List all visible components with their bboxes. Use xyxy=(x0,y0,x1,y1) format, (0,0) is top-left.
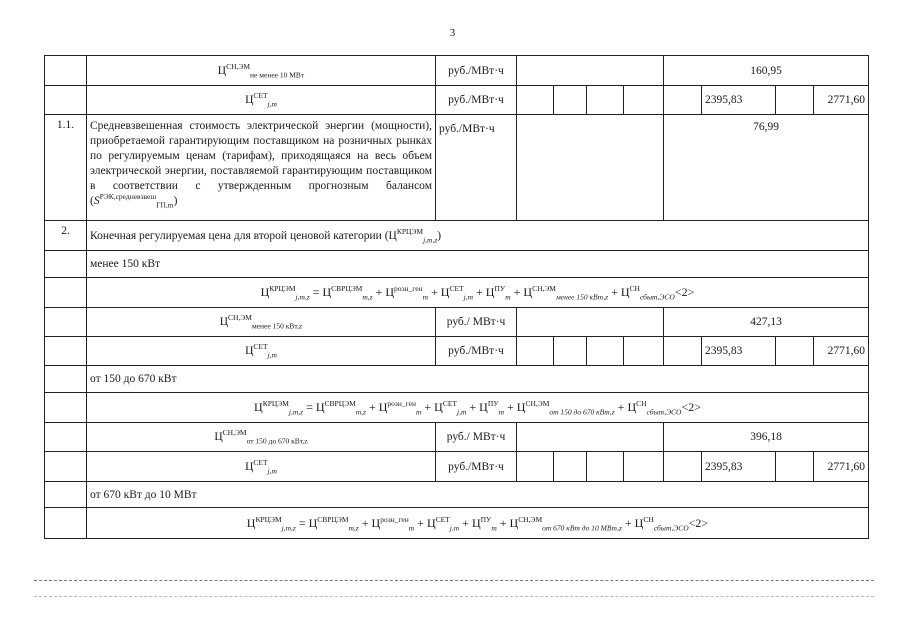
formula-term: $Ц^{СВРЦЭМ}_{m,z}$ xyxy=(322,284,373,302)
formula-operator: + xyxy=(621,515,635,530)
formula-operator: + xyxy=(459,515,472,530)
formula-operator: + xyxy=(372,285,386,299)
formula-term: $Ц^{КРЦЭМ}_{j,m,z}$ xyxy=(260,284,310,302)
formula-operator: + xyxy=(414,515,427,530)
unit-cell: руб./МВт·ч xyxy=(436,115,517,221)
value-cell: 160,95 xyxy=(664,56,869,86)
value-cell: 76,99 xyxy=(664,115,869,221)
formula-term: $Ц^{КРЦЭМ}_{j,m,z}$ xyxy=(246,514,296,532)
formula-operator: + xyxy=(473,285,486,299)
subsection-title: от 670 кВт до 10 МВт xyxy=(87,482,869,508)
unit-cell: руб./ МВт·ч xyxy=(436,423,517,452)
row-label: $Ц^{СЕТ}_{j,m}$ xyxy=(87,337,436,366)
page-edge-line xyxy=(34,596,874,598)
unit-cell: руб./МВт·ч xyxy=(436,452,517,482)
value-cell: 2771,60 xyxy=(814,86,869,115)
formula-operator: + xyxy=(428,285,441,299)
value-cell: 396,18 xyxy=(664,423,869,452)
formula-term: $Ц^{КРЦЭМ}_{j,m,z}$ xyxy=(254,399,304,417)
row-label: $Ц^{СН,ЭМ}_{не менее 10 МВт}$ xyxy=(87,56,436,86)
formula-operator: + xyxy=(504,400,517,414)
formula-term: $Ц^{розн\_ген}_m$ xyxy=(385,284,428,302)
value-cell: 427,13 xyxy=(664,308,869,337)
value-cell xyxy=(517,56,664,86)
formula-term: $Ц^{розн\_ген}_m$ xyxy=(371,514,415,532)
table-row xyxy=(45,115,869,221)
page-number: 3 xyxy=(449,27,456,39)
formula-term: $Ц^{СВРЦЭМ}_{m,z}$ xyxy=(315,399,366,417)
table-row xyxy=(45,482,869,508)
formula-term: $Ц^{СЕТ}_{j,m}$ xyxy=(426,514,460,532)
row-description: Средневзвешенная стоимость электрической энергии (мощности), приобретаемой гарантирующим поставщиком на розничных рынках по регулируемым ценам (тарифам), приходящаяся на весь объем электрической энергии, поставляемой гарантирующим поставщиком в соответствии с утвержденным прогнозным балансом $(S^{РЭК,средневзвеш}_{ГП,m})$ xyxy=(87,115,436,221)
row-number-cell xyxy=(45,86,87,115)
formula-term: $Ц^{ПУ}_m$ xyxy=(479,399,504,417)
value-cell: 2771,60 xyxy=(814,337,869,366)
formula-term: $Ц^{ПУ}_m$ xyxy=(485,284,511,302)
formula-operator: <2> xyxy=(681,400,701,414)
formula-term: $Ц^{СЕТ}_{j,m}$ xyxy=(434,399,467,417)
formula xyxy=(87,393,869,423)
unit-cell: руб./МВт·ч xyxy=(436,56,517,86)
row-number-cell xyxy=(45,56,87,86)
formula-term: $Ц^{СН}_{сбыт,ЭСО}$ xyxy=(620,284,675,302)
value-cell: 2395,83 xyxy=(702,452,776,482)
table-row xyxy=(45,56,869,86)
unit-cell: руб./МВт·ч xyxy=(436,86,517,115)
table-row xyxy=(45,251,869,278)
tariff-table xyxy=(44,55,869,539)
table-row xyxy=(45,308,869,337)
formula-operator: + xyxy=(614,400,628,414)
formula-operator: <2> xyxy=(688,515,709,530)
row-label: $Ц^{СЕТ}_{j,m}$ xyxy=(87,452,436,482)
formula-term: $Ц^{СВРЦЭМ}_{m,z}$ xyxy=(308,514,359,532)
table-row xyxy=(45,337,869,366)
formula-operator: + xyxy=(496,515,510,530)
formula xyxy=(87,278,869,308)
row-label: $Ц^{СЕТ}_{j,m}$ xyxy=(87,86,436,115)
formula-operator: + xyxy=(466,400,480,414)
formula-term: $Ц^{СЕТ}_{j,m}$ xyxy=(440,284,473,302)
row-label: $Ц^{СН,ЭМ}_{менее 150 кВт,z}$ xyxy=(87,308,436,337)
formula-term: $Ц^{ПУ}_m$ xyxy=(471,514,497,532)
value-cell: 2771,60 xyxy=(814,452,869,482)
subsection-title: от 150 до 670 кВт xyxy=(87,366,869,393)
table-row xyxy=(45,508,869,539)
formula-term: $Ц^{СН}_{сбыт,ЭСО}$ xyxy=(634,514,689,532)
formula xyxy=(87,508,869,539)
table-row xyxy=(45,221,869,251)
formula-operator: <2> xyxy=(674,285,695,299)
formula-operator: + xyxy=(510,285,524,299)
value-cell: 2395,83 xyxy=(702,86,776,115)
formula-term: $Ц^{розн\_ген}_m$ xyxy=(378,399,422,417)
table-row xyxy=(45,278,869,308)
page-edge-line xyxy=(34,580,874,582)
formula-operator: = xyxy=(309,285,323,299)
table-row xyxy=(45,366,869,393)
formula-operator: + xyxy=(358,515,372,530)
formula-term: $Ц^{СН,ЭМ}_{менее 150 кВт,z}$ xyxy=(523,284,609,302)
table-row xyxy=(45,452,869,482)
section-title: Конечная регулируемая цена для второй ценовой категории $(Ц^{КРЦЭМ}_{j,m,z})$ xyxy=(87,221,869,251)
unit-cell: руб./ МВт·ч xyxy=(436,308,517,337)
value-cell: 2395,83 xyxy=(702,337,776,366)
unit-cell: руб./МВт·ч xyxy=(436,337,517,366)
formula-operator: + xyxy=(421,400,435,414)
formula-operator: = xyxy=(303,400,316,414)
formula-term: $Ц^{СН}_{сбыт,ЭСО}$ xyxy=(627,399,682,417)
formula-term: $Ц^{СН,ЭМ}_{от 670 кВт до 10 МВт,z}$ xyxy=(509,514,622,532)
table-row xyxy=(45,393,869,423)
formula-operator: + xyxy=(365,400,379,414)
row-number: 2. xyxy=(45,221,87,251)
row-number: 1.1. xyxy=(45,115,87,221)
row-label: $Ц^{СН,ЭМ}_{от 150 до 670 кВт,z}$ xyxy=(87,423,436,452)
table-row xyxy=(45,423,869,452)
value-cell xyxy=(517,115,664,221)
formula-operator: + xyxy=(608,285,621,299)
formula-term: $Ц^{СН,ЭМ}_{от 150 до 670 кВт,z}$ xyxy=(516,399,615,417)
subsection-title: менее 150 кВт xyxy=(87,251,869,278)
table-row xyxy=(45,86,869,115)
formula-operator: = xyxy=(295,515,309,530)
